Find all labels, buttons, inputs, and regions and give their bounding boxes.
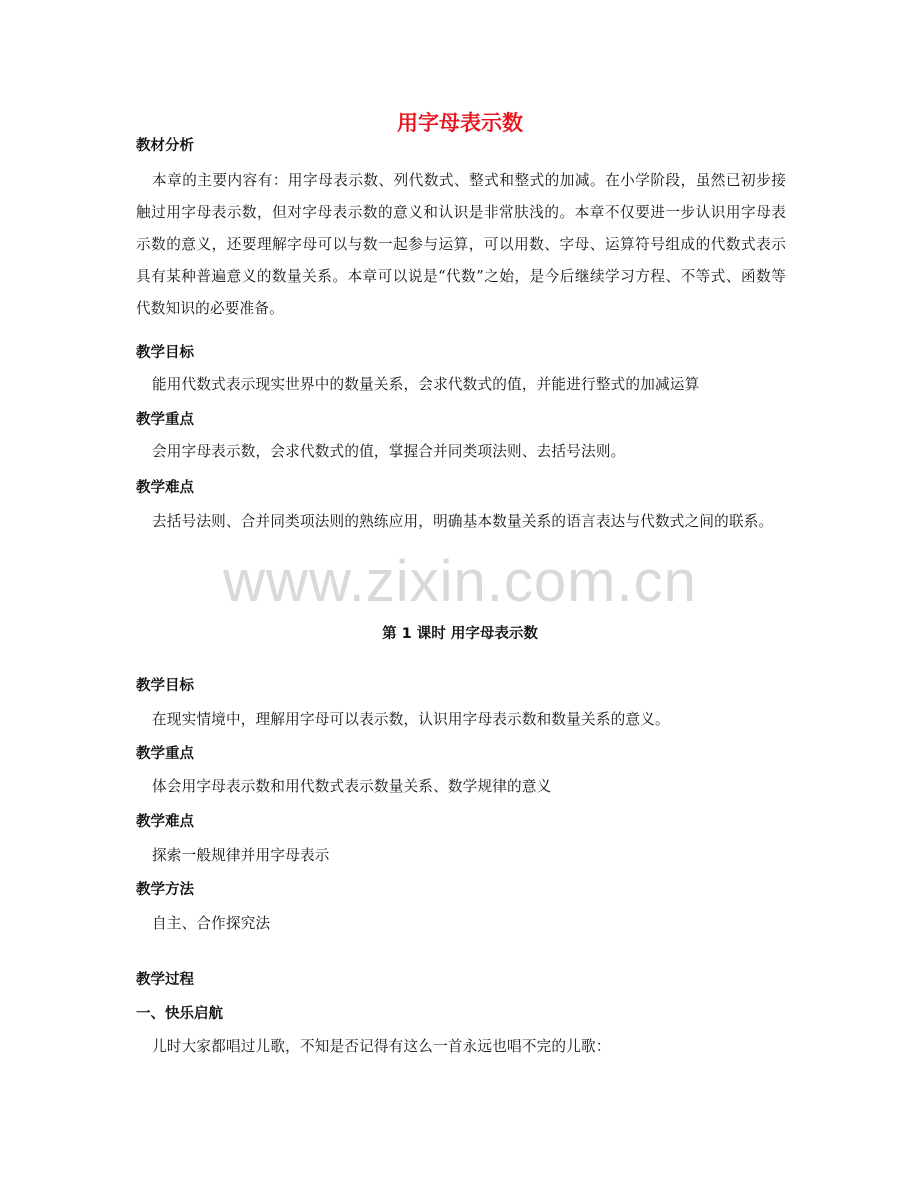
document-title: 用字母表示数 [397,111,523,135]
method-heading: 教学方法 [136,882,194,898]
difficulty-paragraph: 去括号法则、合并同类项法则的熟练应用，明确基本数量关系的语言表达与代数式之间的联系。 [152,513,774,530]
lesson-focus-heading: 教学重点 [136,746,194,762]
lesson-focus-paragraph: 体会用字母表示数和用代数式表示数量关系、数学规律的意义 [152,778,552,795]
lesson-difficulty-paragraph: 探索一般规律并用字母表示 [152,847,330,864]
part1-heading: 一、快乐启航 [136,1006,223,1022]
lesson-title: 第 1 课时 用字母表示数 [382,626,538,642]
goal-heading: 教学目标 [136,345,194,361]
analysis-heading: 教材分析 [136,138,194,154]
analysis-paragraph: 本章的主要内容有：用字母表示数、列代数式、整式和整式的加减。在小学阶段，虽然已初步接触过用字母表示数，但对字母表示数的意义和认识是非常肤浅的。本章不仅要进一步认识用字母表示数的意义，还要理解字母可以与数一起参与运算，可以用数、字母、运算符号组成的代数式表示具有某种普遍意义的数量关系。本章可以说是“代数”之始，是今后继续学习方程、不等式、函数等代数知识的必要准备。 [136,172,786,317]
focus-heading: 教学重点 [136,412,194,428]
process-heading: 教学过程 [136,972,194,988]
method-paragraph: 自主、合作探究法 [152,915,271,932]
watermark: www.zixin.com.cn [223,549,697,614]
lesson-goal-heading: 教学目标 [136,678,194,694]
focus-paragraph: 会用字母表示数，会求代数式的值，掌握合并同类项法则、去括号法则。 [152,443,626,460]
goal-paragraph: 能用代数式表示现实世界中的数量关系，会求代数式的值，并能进行整式的加减运算 [152,376,700,393]
part1-paragraph: 儿时大家都唱过儿歌，不知是否记得有这么一首永远也唱不完的儿歌： [152,1038,611,1055]
lesson-goal-paragraph: 在现实情境中，理解用字母可以表示数，认识用字母表示数和数量关系的意义。 [152,711,670,728]
lesson-difficulty-heading: 教学难点 [136,814,194,830]
difficulty-heading: 教学难点 [136,480,194,496]
